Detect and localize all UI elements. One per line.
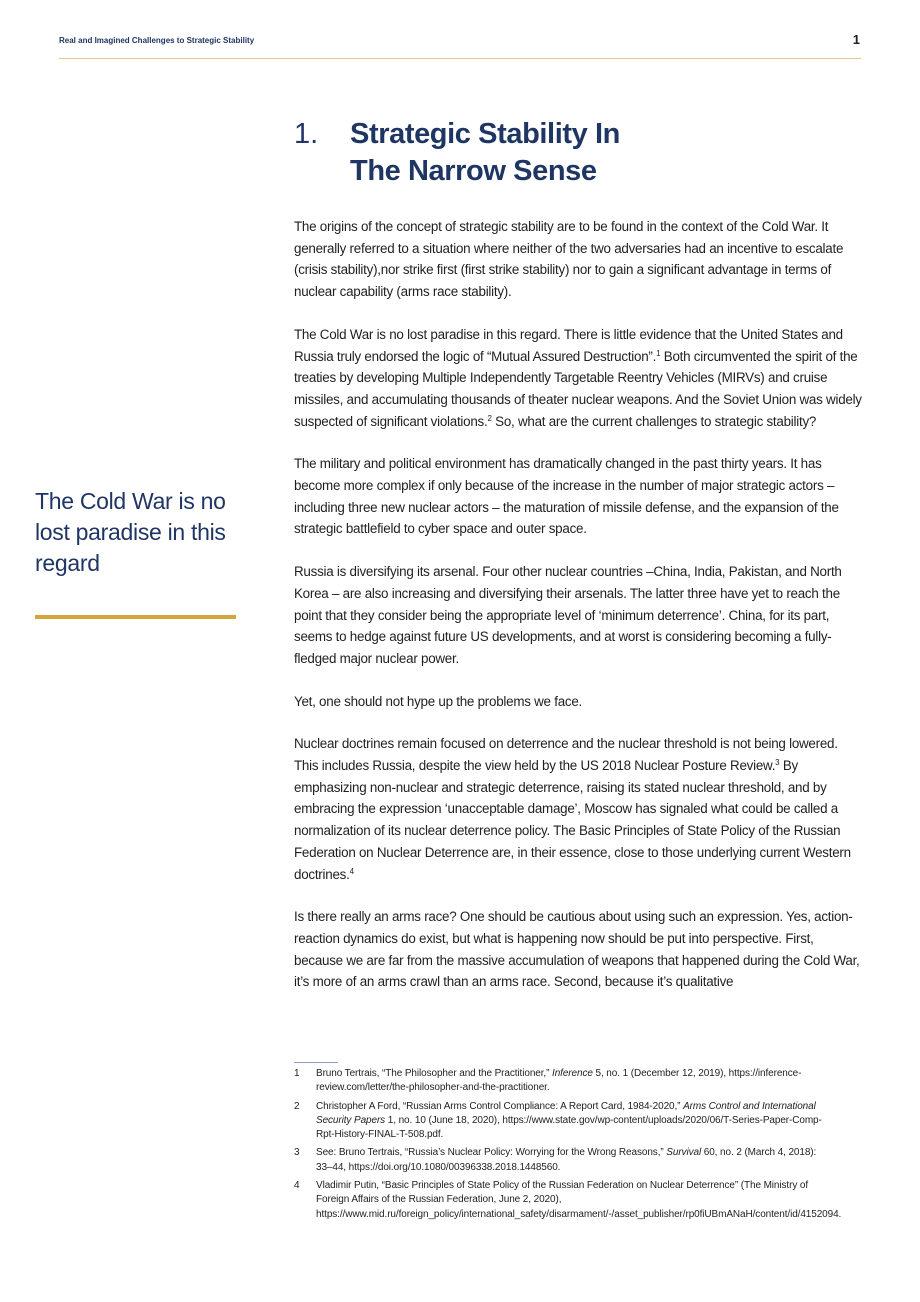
paragraph-6-part-b: By emphasizing non-nuclear and strategic deterrence, raising its stated nuclear threshold, and by embracing the expression ‘unacceptable damage’, Moscow has signaled what could be called a normalization of its nuclear deterrence policy. The Basic Principles of State Policy of the Russian Federation on Nuclear Deterrence are, in their essence, close to those underlying current Western doctrines. (294, 758, 851, 882)
footnote-details: 1, no. 10 (June 18, 2020), https://www.state.gov/wp-content/uploads/2020/06/T-Series-Paper-Comp-Rpt-History-FINAL-T-508.pdf. (316, 1114, 822, 1141)
footnote-details: 5, no. 1 (December 12, 2019), https://inference-review.com/letter/the-philosopher-and-the-practitioner. (316, 1068, 802, 1094)
pull-quote-underline (35, 615, 236, 619)
footnote-number: 3 (294, 1147, 300, 1159)
section-number: 1. (294, 118, 319, 150)
footnote-citation: See: Bruno Tertrais, “Russia’s Nuclear Policy: Worrying for the Wrong Reasons,” (316, 1147, 667, 1159)
footnotes (294, 1067, 842, 1226)
footnote (294, 1100, 834, 1143)
paragraph-6 (294, 733, 864, 885)
footnote (294, 1146, 834, 1175)
paragraph-6-part-a: Nuclear doctrines remain focused on deterrence and the nuclear threshold is not being lowered. This includes Russia, despite the view held by the US 2018 Nuclear Posture Review. (294, 736, 838, 774)
header-divider (59, 58, 861, 59)
footnote-citation: Vladimir Putin, “Basic Principles of State Policy of the Russian Federation on Nuclear Deterrence” (The Ministry of Foreign Affairs of the Russian Federation, June 2, 2020), https://www.mid.ru/foreign_policy/international_safety/disarmament/-/asset_publisher/rp0fiUBmANaH/content/id/4152094. (316, 1180, 842, 1220)
footnote-ref-4[interactable]: 4 (349, 866, 354, 876)
footnote-number: 4 (294, 1180, 300, 1192)
footnote-text (316, 1100, 834, 1143)
footnote-divider (294, 1062, 338, 1063)
page-number: 1 (852, 32, 860, 47)
section-title-line-2: The Narrow Sense (350, 155, 597, 187)
footnote-citation: Bruno Tertrais, “The Philosopher and the Practitioner,” (316, 1068, 553, 1079)
paragraph-2 (294, 324, 864, 433)
paragraph-4: Russia is diversifying its arsenal. Four other nuclear countries –China, India, Pakistan, and North Korea – are also increasing and diversifying their arsenals. The latter three have yet to reach the point that they consider being the appropriate level of ‘minimum deterrence’. China, for its part, seems to hedge against future US developments, and at worst is considering becoming a fully-fledged major nuclear power. (294, 564, 842, 666)
footnote-number: 1 (294, 1068, 300, 1079)
section-title (350, 116, 850, 190)
pull-quote: The Cold War is no lost paradise in this regard (35, 488, 226, 576)
footnote-text (316, 1179, 841, 1222)
paragraph-2-part-a: The Cold War is no lost paradise in this regard. There is little evidence that the United States and Russia truly endorsed the logic of “Mutual Assured Destruction”. (294, 326, 843, 364)
footnote-journal: Inference (552, 1068, 593, 1079)
footnote-ref-2[interactable]: 2 (487, 413, 492, 423)
paragraph-2-part-c: So, what are the current challenges to strategic stability? (491, 413, 817, 429)
footnote (294, 1067, 834, 1096)
footnote-text (316, 1146, 834, 1175)
section-title-line-1: Strategic Stability In (350, 118, 620, 150)
paragraph-2-part-b: Both circumvented the spirit of the treaties by developing Multiple Independently Targetable Reentry Vehicles (MIRVs) and cruise missiles, and accumulating thousands of theater nuclear weapons. And the Soviet Union was widely suspected of significant violations. (294, 348, 862, 429)
footnote (294, 1179, 842, 1222)
footnote-ref-3[interactable]: 3 (775, 758, 780, 768)
paragraph-7: Is there really an arms race? One should be cautious about using such an expression. Yes, action-reaction dynamics do exist, but what is happening now should be put into perspective. First, because we are far from the massive accumulation of weapons that happened during the Cold War, it’s more of an arms crawl than an arms race. Second, because it’s qualitative (294, 909, 860, 990)
footnote-journal: Survival (666, 1147, 702, 1159)
paragraph-5: Yet, one should not hype up the problems we face. (294, 693, 583, 709)
footnote-ref-1[interactable]: 1 (656, 348, 661, 358)
footnote-journal: Arms Control and International Security Papers (316, 1100, 816, 1126)
footnote-citation: Christopher A Ford, “Russian Arms Control Compliance: A Report Card, 1984-2020,” (316, 1100, 684, 1112)
footnote-text (316, 1067, 834, 1096)
paragraph-3: The military and political environment has dramatically changed in the past thirty years. It has become more complex if only because of the increase in the number of major strategic actors – including three new nuclear actors – the maturation of missile defense, and the expansion of the strategic battlefield to cyber space and outer space. (294, 456, 839, 537)
running-header: Real and Imagined Challenges to Strategic Stability (59, 36, 255, 45)
footnote-details: 60, no. 2 (March 4, 2018): 33–44, https://doi.org/10.1080/00396338.2018.1448560. (316, 1147, 817, 1173)
body-text (294, 216, 864, 1014)
paragraph-1: The origins of the concept of strategic stability are to be found in the context of the Cold War. It generally referred to a situation where neither of the two adversaries had an incentive to escalate (crisis stability),nor strike first (first strike stability) nor to gain a significant advantage in terms of nuclear capability (arms race stability). (294, 219, 844, 300)
footnote-number: 2 (294, 1100, 300, 1112)
